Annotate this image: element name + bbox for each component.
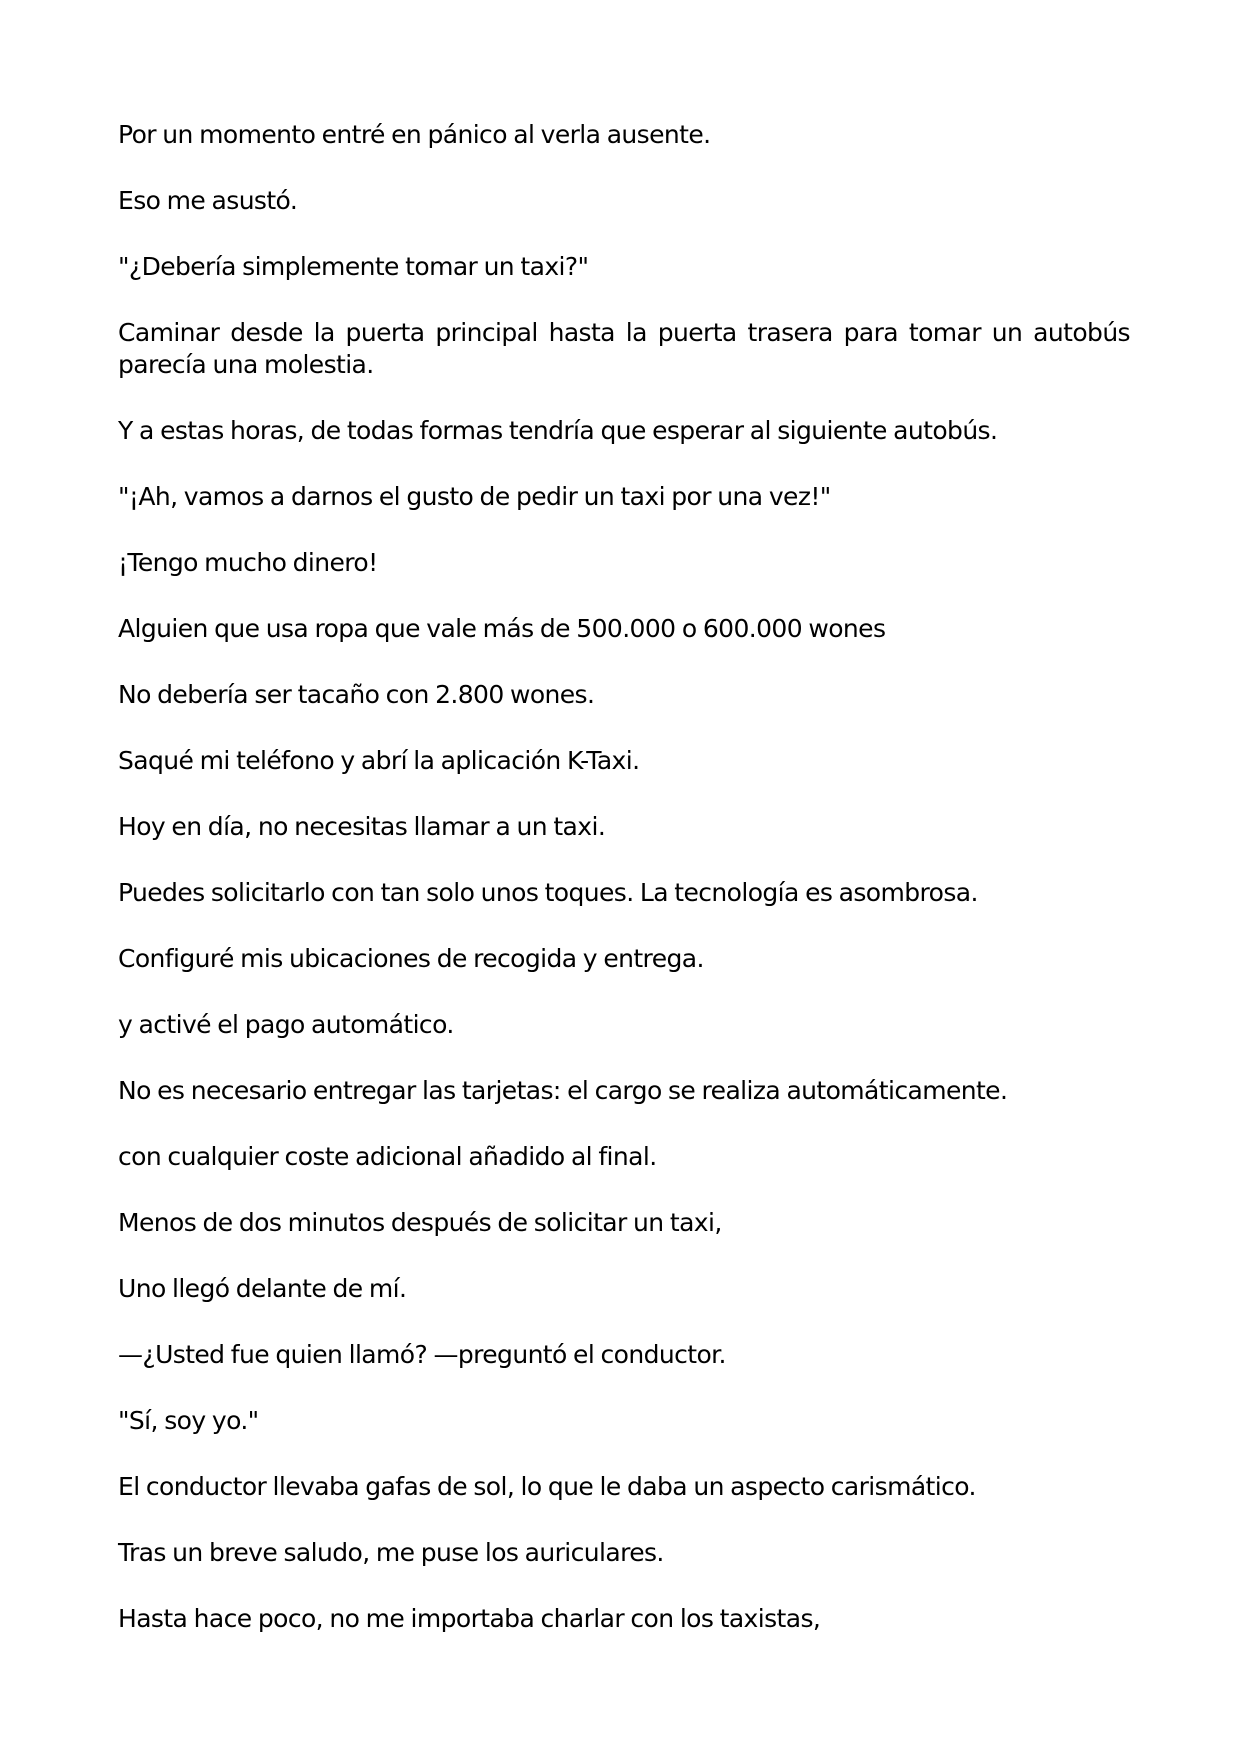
paragraph: Alguien que usa ropa que vale más de 500.000 o 600.000 wones bbox=[118, 614, 886, 643]
paragraph: Eso me asustó. bbox=[118, 186, 298, 215]
paragraph: "¡Ah, vamos a darnos el gusto de pedir un taxi por una vez!" bbox=[118, 482, 831, 511]
paragraph: "¿Debería simplemente tomar un taxi?" bbox=[118, 252, 589, 281]
paragraph: Saqué mi teléfono y abrí la aplicación K-Taxi. bbox=[118, 746, 640, 775]
paragraph: Hoy en día, no necesitas llamar a un taxi. bbox=[118, 812, 606, 841]
paragraph: con cualquier coste adicional añadido al final. bbox=[118, 1142, 657, 1171]
paragraph: Configuré mis ubicaciones de recogida y entrega. bbox=[118, 944, 704, 973]
paragraph: Puedes solicitarlo con tan solo unos toques. La tecnología es asombrosa. bbox=[118, 878, 978, 907]
paragraph: —¿Usted fue quien llamó? —preguntó el conductor. bbox=[118, 1340, 726, 1369]
paragraph: Menos de dos minutos después de solicitar un taxi, bbox=[118, 1208, 722, 1237]
paragraph: Uno llegó delante de mí. bbox=[118, 1274, 407, 1303]
paragraph: ¡Tengo mucho dinero! bbox=[118, 548, 378, 577]
paragraph: Tras un breve saludo, me puse los auriculares. bbox=[118, 1538, 664, 1567]
paragraph: Y a estas horas, de todas formas tendría que esperar al siguiente autobús. bbox=[118, 416, 998, 445]
paragraph: No es necesario entregar las tarjetas: el cargo se realiza automáticamente. bbox=[118, 1076, 1008, 1105]
document-body bbox=[118, 119, 1130, 1669]
paragraph: Caminar desde la puerta principal hasta la puerta trasera para tomar un autobús parecía una molestia. bbox=[118, 318, 1130, 379]
paragraph: Por un momento entré en pánico al verla ausente. bbox=[118, 120, 711, 149]
paragraph: "Sí, soy yo." bbox=[118, 1406, 259, 1435]
paragraph: No debería ser tacaño con 2.800 wones. bbox=[118, 680, 595, 709]
paragraph: El conductor llevaba gafas de sol, lo que le daba un aspecto carismático. bbox=[118, 1472, 976, 1501]
paragraph: Hasta hace poco, no me importaba charlar con los taxistas, bbox=[118, 1604, 821, 1633]
paragraph: y activé el pago automático. bbox=[118, 1010, 454, 1039]
